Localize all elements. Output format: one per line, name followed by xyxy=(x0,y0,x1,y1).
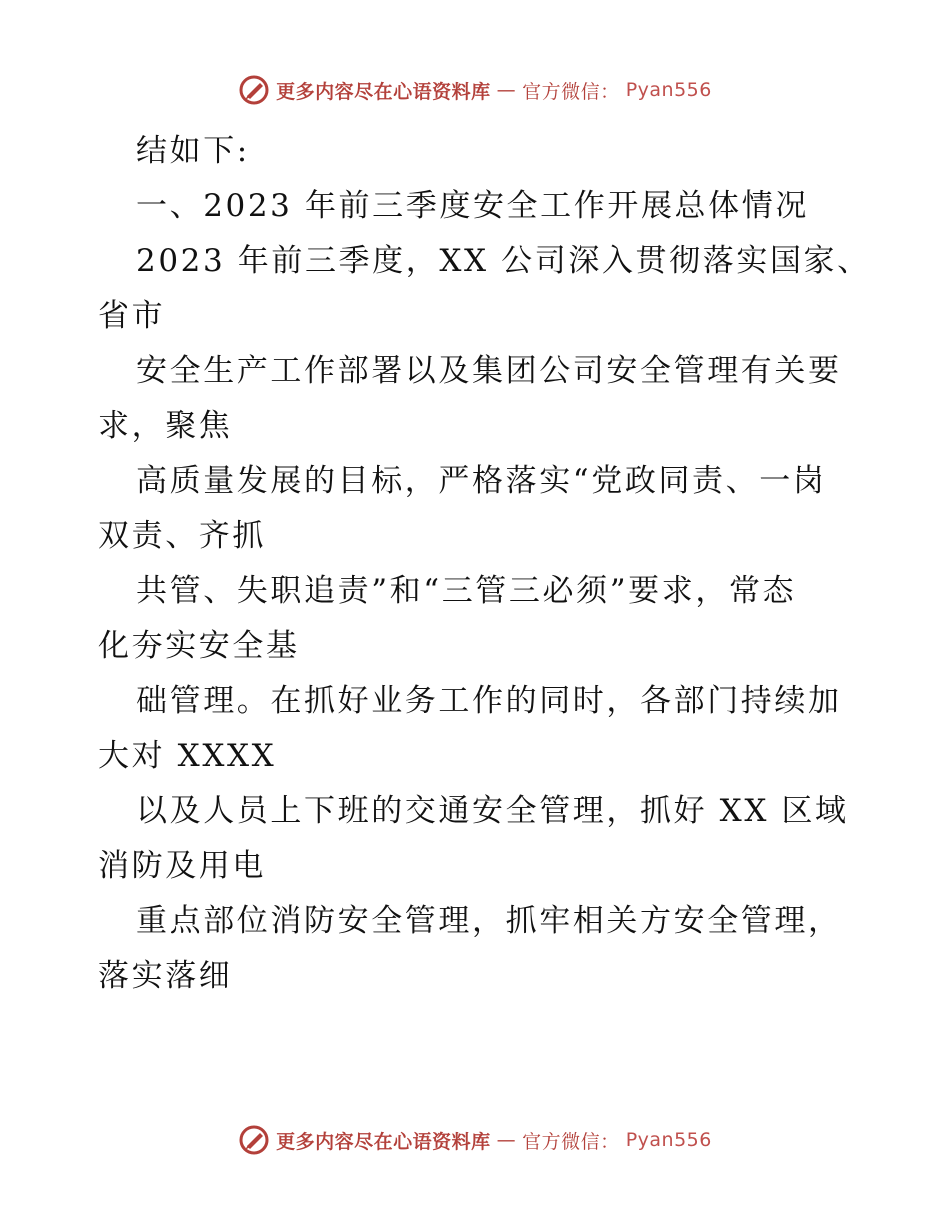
seal-pen-logo-icon xyxy=(238,1124,270,1156)
body-line: 化夯实安全基 xyxy=(98,628,300,664)
body-line: 求，聚焦 xyxy=(98,408,233,444)
body-line: 安全生产工作部署以及集团公司安全管理有关要 xyxy=(136,353,842,389)
watermark-contact-id: Pyan556 xyxy=(625,79,712,101)
watermark-dash: — xyxy=(496,1129,517,1151)
document-body xyxy=(98,124,871,1004)
watermark-brand: 更多内容尽在心语资料库 xyxy=(276,80,491,103)
seal-pen-logo-icon xyxy=(238,74,270,106)
footer-watermark xyxy=(0,1122,950,1158)
body-line: 结如下: xyxy=(136,133,250,169)
body-line: 双责、齐抓 xyxy=(98,518,266,554)
body-line: 2023 年前三季度，XX 公司深入贯彻落实国家、 xyxy=(136,243,871,279)
watermark-contact-label: 官方微信： xyxy=(522,1130,620,1153)
body-line: 高质量发展的目标，严格落实“党政同责、一岗 xyxy=(136,463,827,499)
body-line: 重点部位消防安全管理，抓牢相关方安全管理， xyxy=(136,903,842,939)
section-heading: 一、2023 年前三季度安全工作开展总体情况 xyxy=(136,188,809,224)
header-watermark xyxy=(0,72,950,108)
body-line: 础管理。在抓好业务工作的同时，各部门持续加 xyxy=(136,683,842,719)
watermark-contact-label: 官方微信： xyxy=(522,80,620,103)
body-line: 大对 XXXX xyxy=(98,738,277,774)
body-line: 共管、失职追责”和“三管三必须”要求，常态 xyxy=(136,573,797,609)
watermark-dash: — xyxy=(496,79,517,101)
body-line: 落实落细 xyxy=(98,958,233,994)
body-line: 省市 xyxy=(98,298,166,334)
body-line: 消防及用电 xyxy=(98,848,266,884)
body-line: 以及人员上下班的交通安全管理，抓好 XX 区域 xyxy=(136,793,849,829)
watermark-contact-id: Pyan556 xyxy=(625,1129,712,1151)
watermark-brand: 更多内容尽在心语资料库 xyxy=(276,1130,491,1153)
